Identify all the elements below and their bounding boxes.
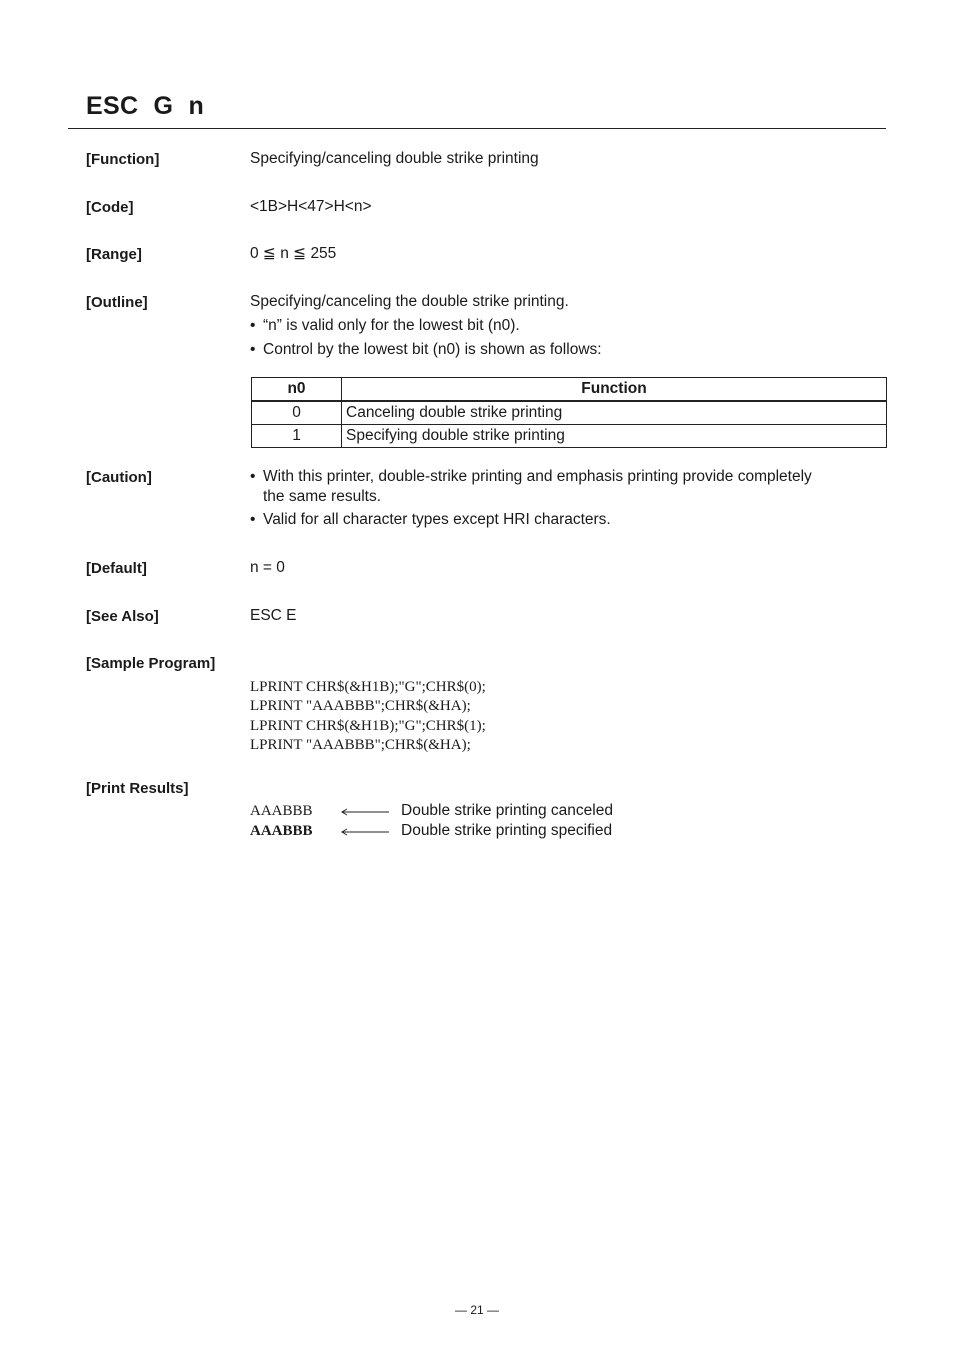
print-result-description: Double strike printing specified [401, 822, 613, 839]
left-arrow-icon [340, 807, 390, 817]
page-title: ESC G n [86, 92, 205, 120]
outline-text: Specifying/canceling the double strike printing. [250, 293, 569, 310]
sample-program-label: [Sample Program] [86, 655, 216, 672]
print-result-output: AAABBB [250, 823, 313, 839]
n0-function-table [251, 377, 887, 448]
caution-bullet-continuation [250, 487, 890, 507]
outline-bullet [250, 340, 890, 360]
title-divider [68, 128, 886, 129]
sample-program-code [250, 678, 486, 755]
caution-bullet-text: Valid for all character types except HRI characters. [263, 511, 611, 528]
table-row [252, 425, 887, 448]
function-label: [Function] [86, 151, 160, 168]
page-number: — 21 — [454, 1303, 499, 1317]
code-line: LPRINT CHR$(&H1B);"G";CHR$(0); [250, 679, 486, 695]
code-label: [Code] [86, 199, 134, 216]
print-result-description: Double strike printing canceled [401, 802, 613, 819]
function-text: Specifying/canceling double strike printing [250, 150, 539, 167]
code-line: LPRINT CHR$(&H1B);"G";CHR$(1); [250, 717, 486, 734]
outline-bullet [250, 316, 890, 336]
see-also-text: ESC E [250, 607, 297, 624]
outline-bullet-text: Control by the lowest bit (n0) is shown as follows: [263, 341, 602, 358]
print-result-output: AAABBB [250, 803, 313, 819]
outline-bullet-text: “n” is valid only for the lowest bit (n0). [263, 317, 520, 334]
code-text: <1B>H<47>H<n> [250, 198, 372, 215]
code-line: LPRINT "AAABBB";CHR$(&HA); [250, 698, 471, 715]
table-row [252, 401, 887, 425]
default-label: [Default] [86, 560, 147, 577]
caution-label: [Caution] [86, 469, 152, 486]
caution-bullet [250, 510, 890, 530]
caution-bullet-text: With this printer, double-strike printing and emphasis printing provide completely [263, 468, 812, 485]
code-line: LPRINT "AAABBB";CHR$(&HA); [250, 736, 471, 753]
table-header-row [252, 378, 887, 402]
default-text: n = 0 [250, 559, 285, 576]
table-header-function: Function [342, 378, 887, 402]
range-text: 0 ≦ n ≦ 255 [250, 245, 337, 262]
bullet-dot-icon: • [250, 511, 256, 528]
outline-label: [Outline] [86, 294, 148, 311]
print-results-label: [Print Results] [86, 780, 189, 797]
caution-bullet-continuation-text: the same results. [263, 488, 382, 505]
caution-bullet [250, 467, 890, 487]
left-arrow-icon [340, 827, 390, 837]
bullet-dot-icon: • [250, 341, 256, 358]
range-label: [Range] [86, 246, 142, 263]
table-cell-n0: 1 [252, 425, 342, 448]
table-header-n0: n0 [252, 378, 342, 402]
table-cell-function: Canceling double strike printing [342, 401, 887, 425]
bullet-dot-icon: • [250, 468, 256, 485]
table-cell-n0: 0 [252, 401, 342, 425]
bullet-dot-icon: • [250, 317, 256, 334]
see-also-label: [See Also] [86, 608, 159, 625]
table-cell-function: Specifying double strike printing [342, 425, 887, 448]
